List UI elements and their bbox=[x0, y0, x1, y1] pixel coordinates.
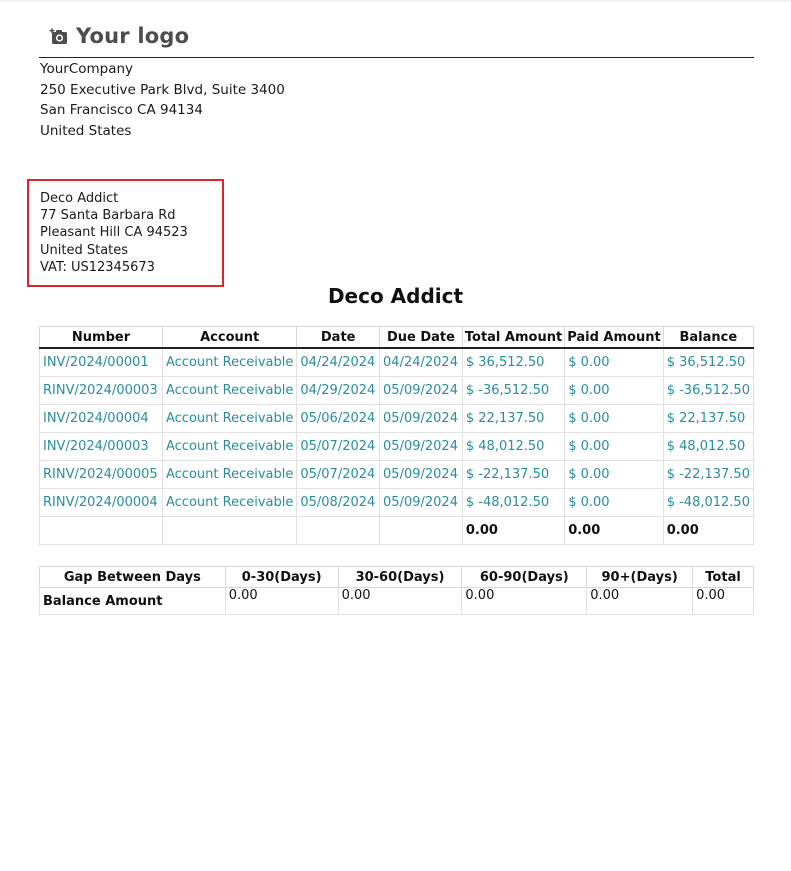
partner-vat: VAT: US12345673 bbox=[40, 259, 155, 275]
total-amount[interactable]: $ 36,512.50 bbox=[462, 348, 564, 377]
table-row bbox=[40, 461, 754, 489]
total-amount-sum: 0.00 bbox=[462, 517, 564, 545]
column-header-gap: Gap Between Days bbox=[40, 567, 226, 588]
aging-value-90-plus: 0.00 bbox=[587, 588, 693, 615]
invoice-number-link[interactable]: INV/2024/00001 bbox=[40, 348, 163, 377]
column-header-account: Account bbox=[163, 327, 297, 349]
invoice-number-link[interactable]: RINV/2024/00005 bbox=[40, 461, 163, 489]
invoice-date[interactable]: 05/06/2024 bbox=[297, 405, 380, 433]
invoice-date[interactable]: 05/08/2024 bbox=[297, 489, 380, 517]
account-link[interactable]: Account Receivable bbox=[163, 405, 297, 433]
aging-value-60-90: 0.00 bbox=[462, 588, 587, 615]
aging-table bbox=[39, 566, 754, 615]
row-label-balance-amount: Balance Amount bbox=[40, 588, 226, 615]
total-amount[interactable]: $ 22,137.50 bbox=[462, 405, 564, 433]
aging-value-total: 0.00 bbox=[693, 588, 754, 615]
aging-value-0-30: 0.00 bbox=[225, 588, 338, 615]
due-date[interactable]: 05/09/2024 bbox=[380, 433, 463, 461]
partner-city: Pleasant Hill CA 94523 bbox=[40, 225, 188, 241]
account-link[interactable]: Account Receivable bbox=[163, 377, 297, 405]
column-header-due-date: Due Date bbox=[380, 327, 463, 349]
invoice-number-link[interactable]: RINV/2024/00004 bbox=[40, 489, 163, 517]
empty-cell bbox=[297, 517, 380, 545]
balance-amount[interactable]: $ -22,137.50 bbox=[663, 461, 753, 489]
total-amount[interactable]: $ 48,012.50 bbox=[462, 433, 564, 461]
table-row bbox=[40, 377, 754, 405]
account-link[interactable]: Account Receivable bbox=[163, 348, 297, 377]
company-city: San Francisco CA 94134 bbox=[40, 102, 203, 118]
paid-amount[interactable]: $ 0.00 bbox=[565, 433, 664, 461]
empty-cell bbox=[380, 517, 463, 545]
balance-amount[interactable]: $ 22,137.50 bbox=[663, 405, 753, 433]
document-title: Deco Addict bbox=[327, 284, 464, 308]
invoice-table-header bbox=[40, 327, 754, 349]
balance-sum: 0.00 bbox=[663, 517, 753, 545]
paid-amount-sum: 0.00 bbox=[565, 517, 664, 545]
paid-amount[interactable]: $ 0.00 bbox=[565, 377, 664, 405]
partner-country: United States bbox=[40, 242, 129, 258]
paid-amount[interactable]: $ 0.00 bbox=[565, 405, 664, 433]
empty-cell bbox=[40, 517, 163, 545]
partner-address bbox=[40, 190, 188, 276]
column-header-90-plus: 90+(Days) bbox=[587, 567, 693, 588]
balance-amount[interactable]: $ -48,012.50 bbox=[663, 489, 753, 517]
table-row bbox=[40, 489, 754, 517]
company-logo bbox=[49, 22, 189, 50]
balance-amount[interactable]: $ -36,512.50 bbox=[663, 377, 753, 405]
invoice-number-link[interactable]: RINV/2024/00003 bbox=[40, 377, 163, 405]
paid-amount[interactable]: $ 0.00 bbox=[565, 489, 664, 517]
column-header-0-30: 0-30(Days) bbox=[225, 567, 338, 588]
partner-name: Deco Addict bbox=[40, 191, 119, 206]
paid-amount[interactable]: $ 0.00 bbox=[565, 348, 664, 377]
logo-text: Your logo bbox=[76, 24, 190, 48]
invoice-date[interactable]: 04/24/2024 bbox=[297, 348, 380, 377]
column-header-number: Number bbox=[40, 327, 163, 349]
partner-street: 77 Santa Barbara Rd bbox=[40, 208, 176, 224]
column-header-60-90: 60-90(Days) bbox=[462, 567, 587, 588]
totals-row bbox=[40, 517, 754, 545]
total-amount[interactable]: $ -22,137.50 bbox=[462, 461, 564, 489]
invoice-table bbox=[39, 326, 754, 545]
invoice-date[interactable]: 05/07/2024 bbox=[297, 461, 380, 489]
total-amount[interactable]: $ -36,512.50 bbox=[462, 377, 564, 405]
account-link[interactable]: Account Receivable bbox=[163, 461, 297, 489]
column-header-balance: Balance bbox=[663, 327, 753, 349]
header-divider bbox=[39, 57, 754, 58]
due-date[interactable]: 05/09/2024 bbox=[380, 461, 463, 489]
company-name: YourCompany bbox=[40, 61, 134, 77]
due-date[interactable]: 05/09/2024 bbox=[380, 489, 463, 517]
column-header-paid-amount: Paid Amount bbox=[565, 327, 664, 349]
top-edge-line bbox=[0, 0, 791, 2]
table-row bbox=[40, 405, 754, 433]
company-address bbox=[40, 59, 285, 141]
balance-amount-row bbox=[40, 588, 754, 615]
column-header-total: Total bbox=[693, 567, 754, 588]
account-link[interactable]: Account Receivable bbox=[163, 433, 297, 461]
invoice-date[interactable]: 04/29/2024 bbox=[297, 377, 380, 405]
due-date[interactable]: 04/24/2024 bbox=[380, 348, 463, 377]
aging-table-header bbox=[40, 567, 754, 588]
due-date[interactable]: 05/09/2024 bbox=[380, 377, 463, 405]
account-link[interactable]: Account Receivable bbox=[163, 489, 297, 517]
empty-cell bbox=[163, 517, 297, 545]
aging-value-30-60: 0.00 bbox=[338, 588, 462, 615]
table-row bbox=[40, 433, 754, 461]
camera-icon bbox=[49, 28, 68, 45]
company-street: 250 Executive Park Blvd, Suite 3400 bbox=[40, 81, 285, 98]
due-date[interactable]: 05/09/2024 bbox=[380, 405, 463, 433]
column-header-total-amount: Total Amount bbox=[462, 327, 564, 349]
balance-amount[interactable]: $ 36,512.50 bbox=[663, 348, 753, 377]
table-row bbox=[40, 348, 754, 377]
column-header-30-60: 30-60(Days) bbox=[338, 567, 462, 588]
invoice-date[interactable]: 05/07/2024 bbox=[297, 433, 380, 461]
company-country: United States bbox=[40, 122, 132, 139]
paid-amount[interactable]: $ 0.00 bbox=[565, 461, 664, 489]
balance-amount[interactable]: $ 48,012.50 bbox=[663, 433, 753, 461]
invoice-number-link[interactable]: INV/2024/00003 bbox=[40, 433, 163, 461]
invoice-number-link[interactable]: INV/2024/00004 bbox=[40, 405, 163, 433]
total-amount[interactable]: $ -48,012.50 bbox=[462, 489, 564, 517]
column-header-date: Date bbox=[297, 327, 380, 349]
